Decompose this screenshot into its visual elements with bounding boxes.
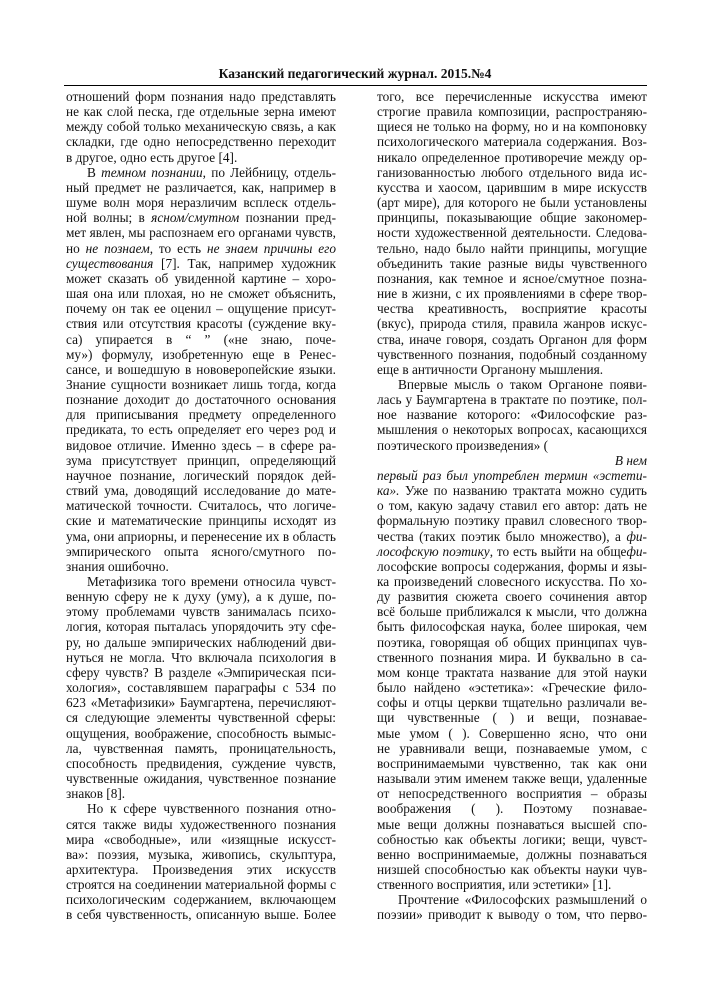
text-line: му») формулу, изобретенную еще в Ренес- xyxy=(66,346,336,362)
text-line: психологическим содержанием, включающем xyxy=(66,892,336,908)
text-line: ду развития сюжета своего сочинения автор xyxy=(377,589,647,605)
text-line: тельно, надо было найти принципы, могущие xyxy=(377,240,647,256)
text-line: ру, но дальше эмпирических наблюдений дви- xyxy=(66,634,336,650)
text-line: ности художественной деятельности. Следова- xyxy=(377,225,647,241)
text-line: воображения ( ). Поэтому познавае- xyxy=(377,801,647,817)
text-line: ские и математические принципы исходят из xyxy=(66,513,336,529)
text-line: ва»: поэзия, музыка, живопись, скульптура, xyxy=(66,846,336,862)
text-line: в другое, одно есть другое [4]. xyxy=(66,149,238,165)
text-line: Знание сущности возникает лишь тогда, когда xyxy=(66,376,336,392)
text-line: мира «свободные», или «изящные искусст- xyxy=(66,831,336,847)
text-line: складки, где одно непосредственно переходит xyxy=(66,134,336,150)
text-line: ка произведений словесного искусства. По хо- xyxy=(377,574,647,589)
text-line: зума присутствует принцип, определяющий xyxy=(66,452,336,468)
text-line: чувственные ожидания, чувственное познание xyxy=(66,771,336,787)
text-line: ума, они априорны, и перенесение их в область xyxy=(66,528,336,544)
text-line: шуме волн моря неразличим всплеск отдель- xyxy=(66,195,336,211)
text-line: 623 «Метафизики» Баумгартена, перечисляют- xyxy=(66,695,336,711)
text-line: не как слой песка, где отдельные зерна имеют xyxy=(66,104,336,120)
text-line: Впервые мысль о таком Органоне появи- xyxy=(398,376,647,392)
text-line: почему он так ее оценил – ощущение присут- xyxy=(66,301,336,317)
text-line: этому проблемами чувств занималась психо- xyxy=(66,604,336,620)
text-line: Но к сфере чувственного познания отно- xyxy=(87,801,336,817)
text-line: чувственного познания, подобный созданному xyxy=(377,346,647,362)
text-line: строятся на соединении материальной формы с xyxy=(66,877,336,893)
text-line: от непосредственного восприятия – образы xyxy=(377,786,647,802)
text-line: мые умом ( ). Совершенно ясно, что они xyxy=(377,725,647,741)
text-line: о том, какую задачу ставил его автор: дать не xyxy=(377,498,647,514)
text-line: ственного восприятия, или эстетики» [1]. xyxy=(377,877,612,893)
text-line: са) упирается в “ ” («не знаю, поче- xyxy=(66,331,336,347)
text-line: мые вещи должны познаваться высшей спо- xyxy=(377,816,647,832)
text-line: принципы, показывающие общие закономер- xyxy=(377,210,647,226)
text-line: первый раз был употреблен термин «эстети- xyxy=(377,467,647,483)
text-line: ственного познания мира. И буквально в са- xyxy=(377,649,647,665)
text-line: ощущения, воображение, способность вымыс- xyxy=(66,725,336,741)
text-line: строгие правила композиции, распространяю- xyxy=(377,104,647,120)
text-line: психологического материала содержания. Воз- xyxy=(377,134,647,150)
text-line: отношений форм познания надо представлять xyxy=(66,89,336,104)
text-line: ствия или отсутствия красоты (суждение вку- xyxy=(66,316,336,332)
text-line: мом конце трактата название для этой науки xyxy=(377,664,647,680)
text-line: никало определенное противоречие между ор- xyxy=(377,149,647,165)
text-line: ства, иначе говоря, создать Органон для форм xyxy=(377,331,647,347)
text-line: сансе, и вошедшую в нововеропейские языки. xyxy=(66,361,336,377)
text-line: того, все перечисленные искусства имеют xyxy=(377,89,647,104)
text-line: собностью как объекты логики; вещи, чувст- xyxy=(377,831,647,847)
text-line: не уравнивали вещи, познаваемые умом, с xyxy=(377,740,647,756)
text-line: быть философская наука, более широкая, чем xyxy=(377,619,647,635)
text-line: ние в жизни, с их проявлениями в сфере твор- xyxy=(377,286,647,302)
text-line: воспринимаемыми чувственно, так как они xyxy=(377,755,647,771)
text-line: шая она или плохая, но не сможет объяснить, xyxy=(66,286,336,302)
text-line: знания ошибочно. xyxy=(66,558,169,574)
text-line: может сказать об увиденной картине – хоро- xyxy=(66,270,336,286)
text-line: хология», составлявшем параграфы с 534 по xyxy=(66,680,336,696)
text-line: чества (таких поэтик было множество), а фи- xyxy=(377,528,647,544)
text-line: логия, которая пыталась упорядочить эту сфе- xyxy=(66,619,336,635)
text-line: знаков [8]. xyxy=(66,786,126,802)
text-line: В нем xyxy=(614,452,647,468)
text-line: (вкус), природа стиля, правила жанров искус- xyxy=(377,316,647,332)
text-line: низшей способностью как объекты науки чув- xyxy=(377,861,647,877)
text-line: еще в античности Органону мышления. xyxy=(377,361,604,377)
text-line: для приписывания предмету определенного xyxy=(66,407,336,423)
text-line: ствий ума, доводящий исследование до мате- xyxy=(66,483,336,499)
text-line: архитектура. Произведения этих искусств xyxy=(66,861,336,877)
text-line: венную сферу не к духу (уму), а к душе, по- xyxy=(66,589,336,605)
text-line: научное познание, логический порядок дей- xyxy=(66,467,336,483)
text-line: между собой только механическую связь, а как xyxy=(66,119,336,135)
left-column xyxy=(66,89,336,923)
text-line: сферу чувств? В разделе «Эмпирическая пси- xyxy=(66,664,336,680)
text-line: в себя чувственность, описанную выше. Более xyxy=(66,907,336,923)
text-line: мет явлен, мы распознаем его органами чувств, xyxy=(66,225,336,241)
text-line: познания, как темное и ясное/смутное позна- xyxy=(377,270,647,286)
text-line: лась у Баумгартена в трактате по поэтике, пол- xyxy=(377,392,647,408)
text-line: мышления о некоторых вопросах, касающихся xyxy=(377,422,647,438)
text-line: В темном познании, по Лейбницу, отдель- xyxy=(87,164,337,180)
right-column xyxy=(377,89,647,923)
text-line: лософские вопросы содержания, формы и язы- xyxy=(377,558,647,574)
text-line: ка». Уже по названию трактата можно судить xyxy=(377,483,647,499)
text-line: поэзии» приводит к выводу о том, что перво- xyxy=(377,907,647,923)
text-line: способность предвидения, суждение чувств, xyxy=(66,755,336,771)
text-line: софы и отцы церкви тщательно различали ве- xyxy=(377,695,647,711)
text-line: венно воспринимаемые, должны познаваться xyxy=(377,846,647,862)
text-line: но не познаем, то есть не знаем причины его xyxy=(66,240,336,256)
text-line: щи чувственные ( ) и вещи, познавае- xyxy=(377,710,647,726)
text-line: ганизованностью любого отдельного вида ис- xyxy=(377,164,647,180)
text-line: ное название которого: «Философские раз- xyxy=(377,407,647,423)
text-line: ла, чувственная память, проницательность, xyxy=(66,740,336,756)
text-line: объединить такие разные виды чувственного xyxy=(377,255,647,271)
text-line: кусства и хаосом, царившим в мире искусств xyxy=(377,179,647,195)
text-line: сятся также виды художественного познания xyxy=(66,816,336,832)
text-line: называли этим именем также вещи, удаленные xyxy=(377,771,647,787)
text-line: было найдено «эстетика»: «Греческие фило- xyxy=(377,680,647,696)
text-line: поэтического произведения» ( xyxy=(377,437,549,453)
text-line: щиеся не только на форму, но и на компоновку xyxy=(377,119,647,135)
text-line: матической точности. Считалось, что логиче- xyxy=(66,498,336,514)
text-line: поэтика, говорящая об общих принципах чув- xyxy=(377,634,647,650)
text-line: ной волны; в ясном/смутном познании пред- xyxy=(66,210,337,226)
text-line: нуться не могла. Что включала психология в xyxy=(66,649,336,665)
text-line: видовое отличие. Именно здесь – в сфере ра- xyxy=(66,437,336,453)
text-line: чества креативность, восприятие красоты xyxy=(377,301,647,317)
journal-header: Казанский педагогический журнал. 2015.№4 xyxy=(218,66,492,81)
text-line: формальную поэтику правил словесного твор- xyxy=(377,513,647,529)
text-line: существования [7]. Так, например художник xyxy=(66,255,336,271)
text-line: предиката, то есть определяет его через род и xyxy=(66,422,336,438)
text-line: ный предмет не различается, как, например в xyxy=(66,179,336,195)
header-rule xyxy=(64,85,647,86)
text-line: Прочтение «Философских размышлений о xyxy=(398,892,647,908)
text-line: (арт мире), для которого не были установлены xyxy=(377,195,647,211)
text-line: ся следующие элементы чувственной сферы: xyxy=(66,710,336,726)
text-line: эмпирического опыта ясного/смутного по- xyxy=(66,543,336,559)
text-line: познание доходит до достаточного основания xyxy=(66,392,336,408)
text-line: лософскую поэтику, то есть выйти на общефи- xyxy=(377,543,647,559)
text-line: Метафизика того времени относила чувст- xyxy=(87,574,336,589)
text-line: всё больше приближался к мысли, что должна xyxy=(377,604,647,620)
